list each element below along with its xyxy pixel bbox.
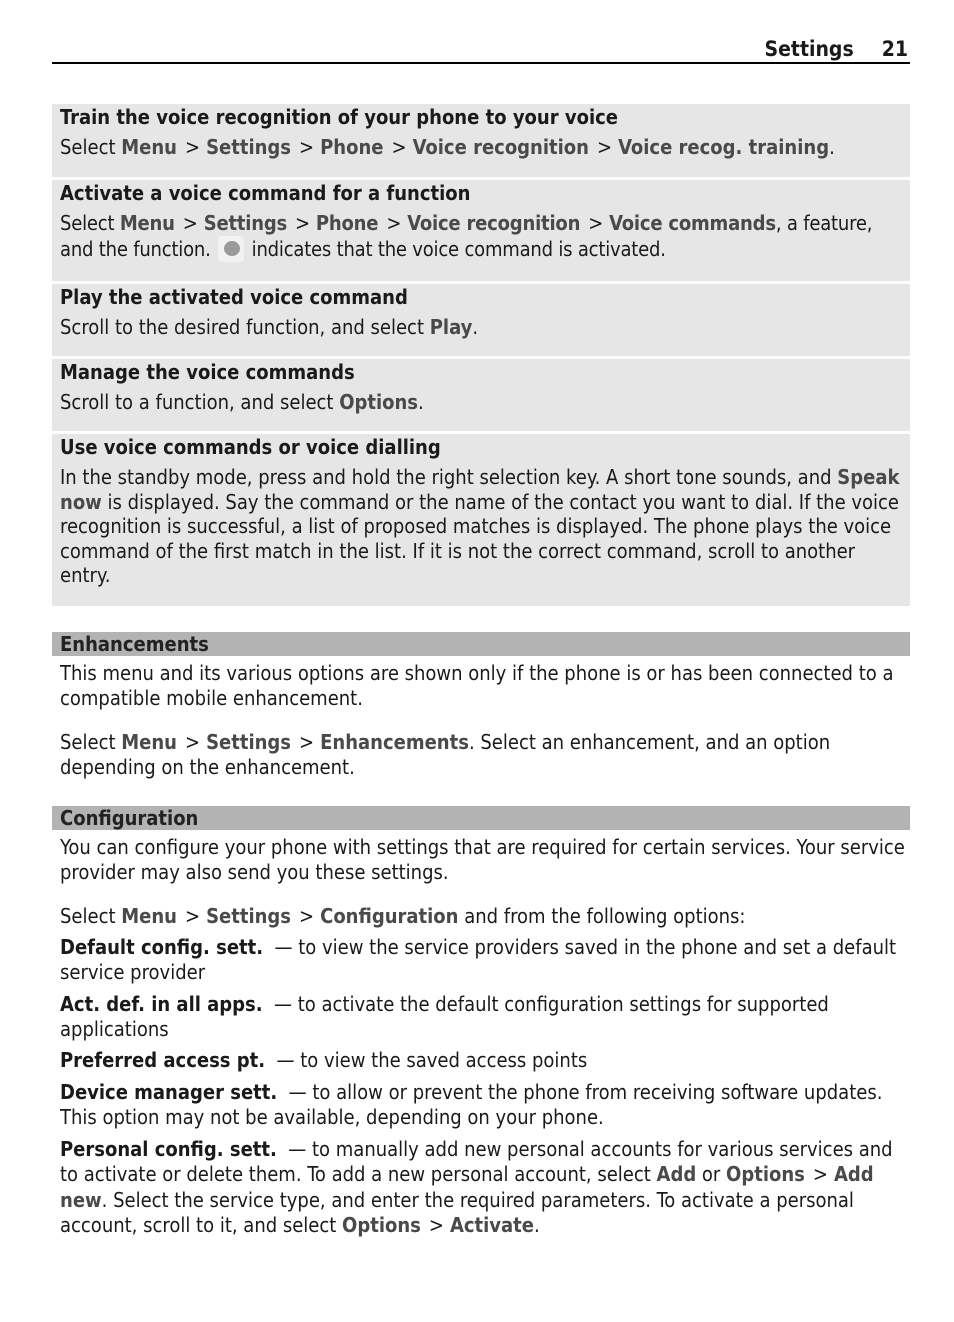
page-header	[52, 34, 910, 64]
configuration-intro: You can configure your phone with settings that are required for certain services. Your service provider may also send you these settings.	[60, 835, 905, 884]
box-body	[60, 384, 902, 415]
enhancements-instructions: Select Menu > Settings > Enhancements. Select an enhancement, and an option depending on the enhancement.	[60, 730, 831, 779]
option-desc: — to view the saved access points	[276, 1048, 588, 1072]
box-manage-commands	[52, 359, 910, 434]
option-preferred-access	[60, 1048, 910, 1073]
voice-command-active-icon	[218, 236, 244, 262]
box-body: Select Menu > Settings > Phone > Voice recognition > Voice recog. training.	[60, 135, 835, 159]
key-term: Play	[429, 315, 473, 339]
select-text: Select	[60, 904, 116, 928]
key-term: Options	[342, 1212, 421, 1237]
menu-path-item: Voice commands	[609, 211, 776, 235]
box-train-voice	[52, 104, 910, 180]
box-title: Train the voice recognition of your phone to your voice	[60, 105, 618, 129]
option-desc: — to activate the default configuration settings for supported applications	[60, 992, 829, 1041]
menu-path-item: Configuration	[320, 904, 459, 928]
option-name: Preferred access pt.	[60, 1048, 266, 1072]
key-term: Options	[339, 390, 419, 414]
option-personal-config: Personal config. sett. — to manually add new personal accounts for various services and to activate or delete them. To add a new personal account, select Add or Options > Add new. Select the service type, and enter the required parameters. To activate a personal account, scroll to it, and select Options > Activate.	[60, 1137, 893, 1237]
menu-path-item: Phone	[315, 211, 379, 235]
select-text: Select	[60, 211, 115, 235]
option-desc: — to manually add new personal accounts for various services and to activate or delete them. To add a new personal account, select	[60, 1137, 893, 1187]
punct: .	[472, 315, 479, 339]
option-name: Act. def. in all apps.	[60, 992, 263, 1016]
section-heading-configuration: Configuration	[52, 806, 910, 830]
box-title: Manage the voice commands	[60, 360, 355, 384]
box-body	[60, 459, 902, 588]
menu-path-item: Menu	[121, 730, 177, 754]
body-text: is displayed. Say the command or the name of the contact you want to dial. If the voice recognition is successful, a list of proposed matches is displayed. The phone plays the voice command of the first match in the list. If it is not the correct command, scroll to another entry.	[60, 489, 899, 588]
option-default-config	[60, 935, 910, 985]
key-term: Add new	[60, 1162, 874, 1212]
configuration-instructions: Select Menu > Settings > Configuration and from the following options:	[60, 904, 746, 928]
menu-path-item: Voice recog. training	[618, 135, 830, 159]
option-name: Personal config. sett.	[60, 1137, 277, 1161]
menu-path-item: Menu	[121, 904, 177, 928]
box-title: Play the activated voice command	[60, 285, 408, 309]
punct: .	[829, 135, 835, 159]
key-term: Add	[656, 1162, 697, 1187]
menu-path-item: Enhancements	[320, 730, 469, 754]
option-desc: — to allow or prevent the phone from receiving software updates. This option may not be available, depending on your phone.	[60, 1080, 883, 1129]
option-device-manager	[60, 1080, 910, 1130]
box-use-voice-dialling	[52, 434, 910, 606]
box-body	[60, 309, 902, 340]
menu-path-item: Settings	[206, 135, 292, 159]
option-desc: . Select the service type, and enter the required parameters. To activate a personal account, scroll to it, and select	[60, 1187, 854, 1237]
option-desc: — to view the service providers saved in the phone and set a default service provider	[60, 935, 897, 984]
header-section: Settings	[764, 37, 854, 61]
body-text: In the standby mode, press and hold the right selection key. A short tone sounds, and	[60, 465, 832, 489]
box-play-command	[52, 284, 910, 359]
punct: .	[418, 390, 424, 414]
menu-path-item: Menu	[121, 135, 177, 159]
enhancements-intro: This menu and its various options are shown only if the phone is or has been connected to a compatible mobile enhancement.	[60, 661, 894, 710]
option-name: Default config. sett.	[60, 935, 264, 959]
option-act-def	[60, 992, 910, 1042]
body-text: , a feature, and the function.	[60, 211, 873, 261]
menu-path-item: Menu	[119, 211, 175, 235]
box-title: Use voice commands or voice dialling	[60, 435, 441, 459]
box-title: Activate a voice command for a function	[60, 181, 471, 205]
menu-path-item: Voice recognition	[407, 211, 581, 235]
section-heading-enhancements: Enhancements	[52, 632, 910, 656]
select-text: Select	[60, 135, 116, 159]
key-term: Options	[726, 1162, 805, 1187]
body-text: . Select an enhancement, and an option depending on the enhancement.	[60, 730, 831, 779]
punct: .	[534, 1212, 540, 1237]
menu-path-item: Voice recognition	[412, 135, 589, 159]
body-text: Scroll to a function, and select	[60, 390, 334, 414]
body-text: or	[701, 1162, 721, 1187]
menu-path-item: Settings	[203, 211, 288, 235]
body-text: indicates that the voice command is activated.	[251, 237, 666, 261]
body-text: Scroll to the desired function, and select	[60, 315, 425, 339]
key-term: Speak now	[60, 465, 900, 514]
box-body: Select Menu > Settings > Phone > Voice recognition > Voice commands, a feature, and the function. indicates that the voice command is activated.	[60, 211, 873, 261]
key-term: Activate	[449, 1212, 534, 1237]
voice-command-boxes	[52, 104, 910, 606]
menu-path-item: Phone	[320, 135, 384, 159]
body-text: and from the following options:	[464, 904, 746, 928]
select-text: Select	[60, 730, 116, 754]
option-name: Device manager sett.	[60, 1080, 278, 1104]
menu-path-item: Settings	[206, 904, 292, 928]
menu-path-item: Settings	[206, 730, 292, 754]
box-activate-command	[52, 180, 910, 284]
page-number: 21	[881, 37, 908, 61]
